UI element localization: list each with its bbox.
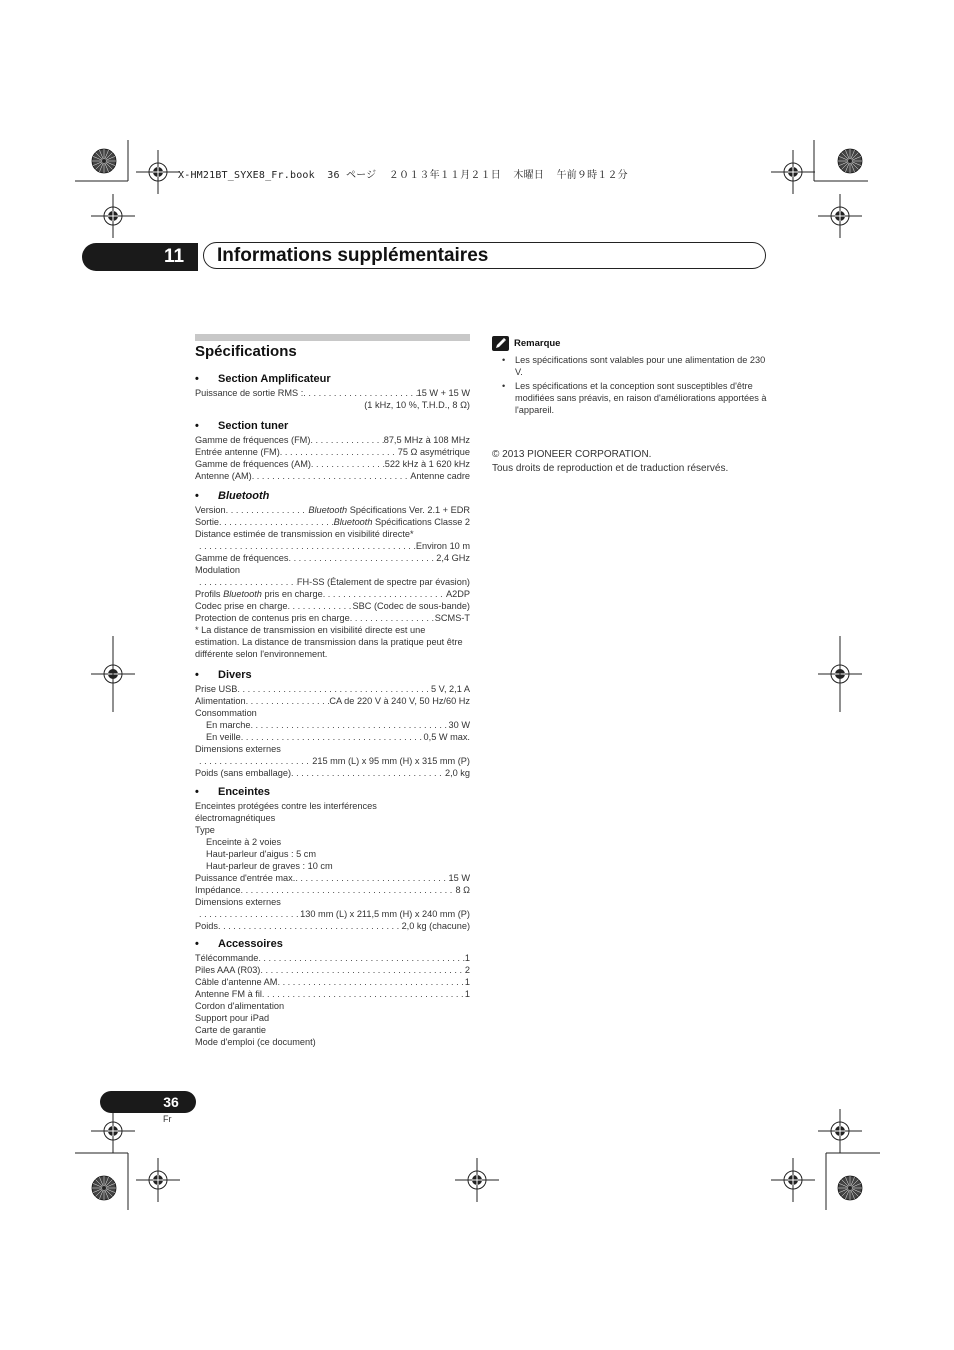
accessoires-list (195, 952, 470, 1048)
spec-row: Puissance d'entrée max. . . . 15 W (195, 872, 470, 884)
spec-row: Antenne (AM) . . . Antenne cadre (195, 470, 470, 482)
heading-enceintes: • Enceintes (195, 786, 270, 798)
spec-label: électromagnétiques (195, 813, 276, 823)
spec-row: . . . FH-SS (Étalement de spectre par évasion) (195, 576, 470, 588)
spec-row: Prise USB . . . 5 V, 2,1 A (195, 683, 470, 695)
spec-row: Protection de contenus pris en charge . . . SCMS-T (195, 612, 470, 624)
print-header-line: X-HM21BT_SYXE8_Fr.book 36 ページ ２０１３年１１月２１日 木曜日 午前９時１２分 (178, 170, 628, 181)
chapter-title: Informations supplémentaires (217, 245, 489, 266)
section-rule (195, 334, 470, 341)
spec-row: Poids (sans emballage) . . . 2,0 kg (195, 767, 470, 779)
spec-row: En veille . . . 0,5 W max. (195, 731, 470, 743)
spec-row: Sortie . . . Bluetooth Spécifications Classe 2 (195, 516, 470, 528)
list-item: Carte de garantie (195, 1025, 266, 1035)
list-item: Support pour iPad (195, 1013, 270, 1023)
heading-tuner: • Section tuner (195, 420, 289, 432)
note-title: Remarque (514, 338, 561, 349)
spec-label: Haut-parleur de graves : 10 cm (206, 861, 333, 871)
rights-line: Tous droits de reproduction et de traduction réservés. (492, 463, 729, 474)
spec-row: . . . 215 mm (L) x 95 mm (H) x 315 mm (P) (195, 755, 470, 767)
spec-label: Haut-parleur d'aigus : 5 cm (206, 849, 317, 859)
heading-amplifier: • Section Amplificateur (195, 373, 331, 385)
spec-row: Gamme de fréquences (FM) . . . 87,5 MHz à 108 MHz (195, 434, 470, 446)
bluetooth-footnote: * La distance de transmission en visibilité directe est une estimation. La distance de transmission dans la pratique peut être différente selon l'environnement. (195, 625, 463, 659)
spec-row: En marche . . . 30 W (195, 719, 470, 731)
amp-sub-line: (1 kHz, 10 %, T.H.D., 8 Ω) (364, 400, 470, 410)
chapter-number: 11 (163, 246, 185, 267)
spec-row: . . . Environ 10 m (195, 540, 470, 552)
page-language: Fr (163, 1114, 172, 1124)
spec-row: Télécommande . . . 1 (195, 952, 470, 964)
spec-label: Distance estimée de transmission en visibilité directe* (195, 529, 414, 539)
spec-label: Modulation (195, 565, 240, 575)
spec-label: Enceintes protégées contre les interférences (195, 801, 377, 811)
heading-accessoires: • Accessoires (195, 938, 283, 950)
spec-label: Dimensions externes (195, 744, 281, 754)
spec-row: Puissance de sortie RMS : . . . 15 W + 15 W (195, 387, 470, 399)
spec-row: Codec prise en charge . . . SBC (Codec de sous-bande) (195, 600, 470, 612)
spec-label: Type (195, 825, 215, 835)
list-item: • Les spécifications sont valables pour une alimentation de 230 V. (502, 354, 767, 378)
spec-row: Alimentation . . . CA de 220 V à 240 V, 50 Hz/60 Hz (195, 695, 470, 707)
spec-row: Profils Bluetooth pris en charge . . . A2DP (195, 588, 470, 600)
tuner-specs (195, 434, 470, 482)
note-pencil-icon (492, 336, 509, 351)
note-list (502, 354, 767, 418)
list-item: • Les spécifications et la conception sont susceptibles d'être modifiées sans préavis, en raison d'améliorations apportées à l'appareil. (502, 380, 767, 416)
list-item: Cordon d'alimentation (195, 1001, 285, 1011)
copyright-block (492, 448, 792, 476)
spec-row: Câble d'antenne AM . . . 1 (195, 976, 470, 988)
spec-row: Piles AAA (R03) . . . 2 (195, 964, 470, 976)
amp-specs (195, 387, 470, 411)
spec-row: Entrée antenne (FM) . . . 75 Ω asymétrique (195, 446, 470, 458)
spec-row: Version . . . Bluetooth Spécifications Ver. 2.1 + EDR (195, 504, 470, 516)
spec-row: Poids . . . 2,0 kg (chacune) (195, 920, 470, 932)
section-title: Spécifications (195, 343, 297, 360)
list-item: Mode d'emploi (ce document) (195, 1037, 316, 1047)
spec-row: Gamme de fréquences . . . 2,4 GHz (195, 552, 470, 564)
copyright-line: © 2013 PIONEER CORPORATION. (492, 449, 652, 460)
spec-label: Consommation (195, 708, 257, 718)
enceintes-specs (195, 800, 470, 932)
bluetooth-specs (195, 504, 470, 660)
heading-divers: • Divers (195, 669, 252, 681)
heading-bluetooth: • Bluetooth (195, 490, 270, 502)
spec-row: Gamme de fréquences (AM) . . . 522 kHz à 1 620 kHz (195, 458, 470, 470)
spec-label: Enceinte à 2 voies (206, 837, 282, 847)
spec-row: Impédance . . . 8 Ω (195, 884, 470, 896)
spec-label: Dimensions externes (195, 897, 281, 907)
divers-specs (195, 683, 470, 779)
spec-row: . . . 130 mm (L) x 211,5 mm (H) x 240 mm (P) (195, 908, 470, 920)
page-number: 36 (163, 1094, 179, 1110)
spec-row: Antenne FM à fil . . . 1 (195, 988, 470, 1000)
